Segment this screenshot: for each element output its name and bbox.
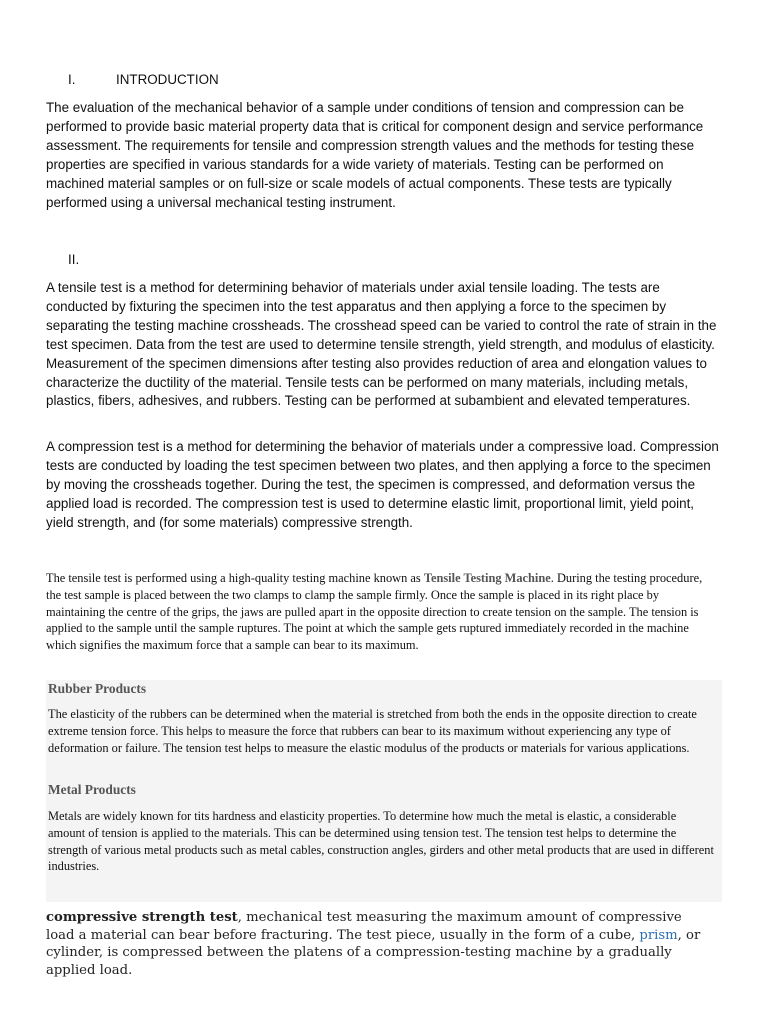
metal-products-heading: Metal Products [48, 782, 136, 797]
compression-test-paragraph: A compression test is a method for determining the behavior of materials under a compressive load. Compression tests are conducted by loading the test specimen between two plates, and then applying a force to the specimen by moving the crossheads together. During the test, the specimen is compressed, and deformation versus the applied load is recorded. The compression test is used to determine elastic limit, proportional limit, yield point, yield strength, and (for some materials) compressive strength. [46, 439, 719, 530]
section-1-number: I. [68, 72, 76, 87]
definition-text-after-link: , or cylinder, is compressed between the platens of a compression-testing machine by a gradually applied load. [46, 927, 701, 978]
rubber-products-heading: Rubber Products [48, 681, 147, 696]
products-panel [46, 680, 722, 902]
introduction-paragraph: The evaluation of the mechanical behavior of a sample under conditions of tension and compression can be performed to provide basic material property data that is critical for component design and service performance assessment. The requirements for tensile and compression strength values and the methods for testing these properties are specified in various standards for a wide variety of materials. Testing can be performed on machined material samples or on full-size or scale models of actual components. These tests are typically performed using a universal mechanical testing instrument. [46, 100, 704, 210]
compressive-strength-term: compressive strength test [46, 910, 238, 925]
tensile-testing-machine-link[interactable]: Tensile Testing Machine [423, 571, 551, 585]
metal-products-paragraph: Metals are widely known for tits hardness and elasticity properties. To determine how much the metal is elastic, a considerable amount of tension is applied to the materials. This can be determined using tension test. The tension test helps to determine the strength of various metal products such as metal cables, construction angles, girders and other metal products that are used in different industries. [48, 809, 714, 874]
rubber-products-paragraph: The elasticity of the rubbers can be determined when the material is stretched from both the ends in the opposite direction to create extreme tension force. This helps to measure the force that rubbers can bear to its maximum without experiencing any type of deformation or failure. The tension test helps to measure the elastic modulus of the products or materials for various applications. [48, 707, 697, 755]
section-1-heading [68, 72, 219, 87]
tensile-test-paragraph: A tensile test is a method for determining behavior of materials under axial tensile loading. The tests are conducted by fixturing the specimen into the test apparatus and then applying a force to the specimen by separating the testing machine crossheads. The crosshead speed can be varied to control the rate of strain in the test specimen. Data from the test are used to determine tensile strength, yield strength, and modulus of elasticity. Measurement of the specimen dimensions after testing also provides reduction of area and elongation values to characterize the ductility of the material. Tensile tests can be performed on many materials, including metals, plastics, fibers, adhesives, and rubbers. Testing can be performed at subambient and elevated temperatures. [46, 280, 717, 409]
tensile-machine-text-before: The tensile test is performed using a high-quality testing machine known as [46, 571, 424, 585]
section-1-title: INTRODUCTION [116, 72, 219, 87]
compressive-strength-definition [46, 909, 710, 979]
definition-text-before-link: , mechanical test measuring the maximum amount of compressive load a material can bear before fracturing. The test piece, usually in the form of a cube, [46, 910, 682, 943]
section-2-number: II. [68, 252, 80, 267]
section-2-heading [68, 252, 116, 267]
tensile-machine-paragraph [46, 570, 718, 654]
prism-link[interactable]: prism [639, 927, 678, 943]
tensile-machine-text-after: . During the testing procedure, the test sample is placed between the two clamps to clamp the sample firmly. Once the sample is placed in its right place by maintaining the centre of the grips, the jaws are pulled apart in the opposite direction to create tension on the sample. The tension is applied to the sample until the sample ruptures. The point at which the sample gets ruptured immediately recorded in the machine which signifies the maximum force that a sample can bear to its maximum. [46, 571, 703, 653]
